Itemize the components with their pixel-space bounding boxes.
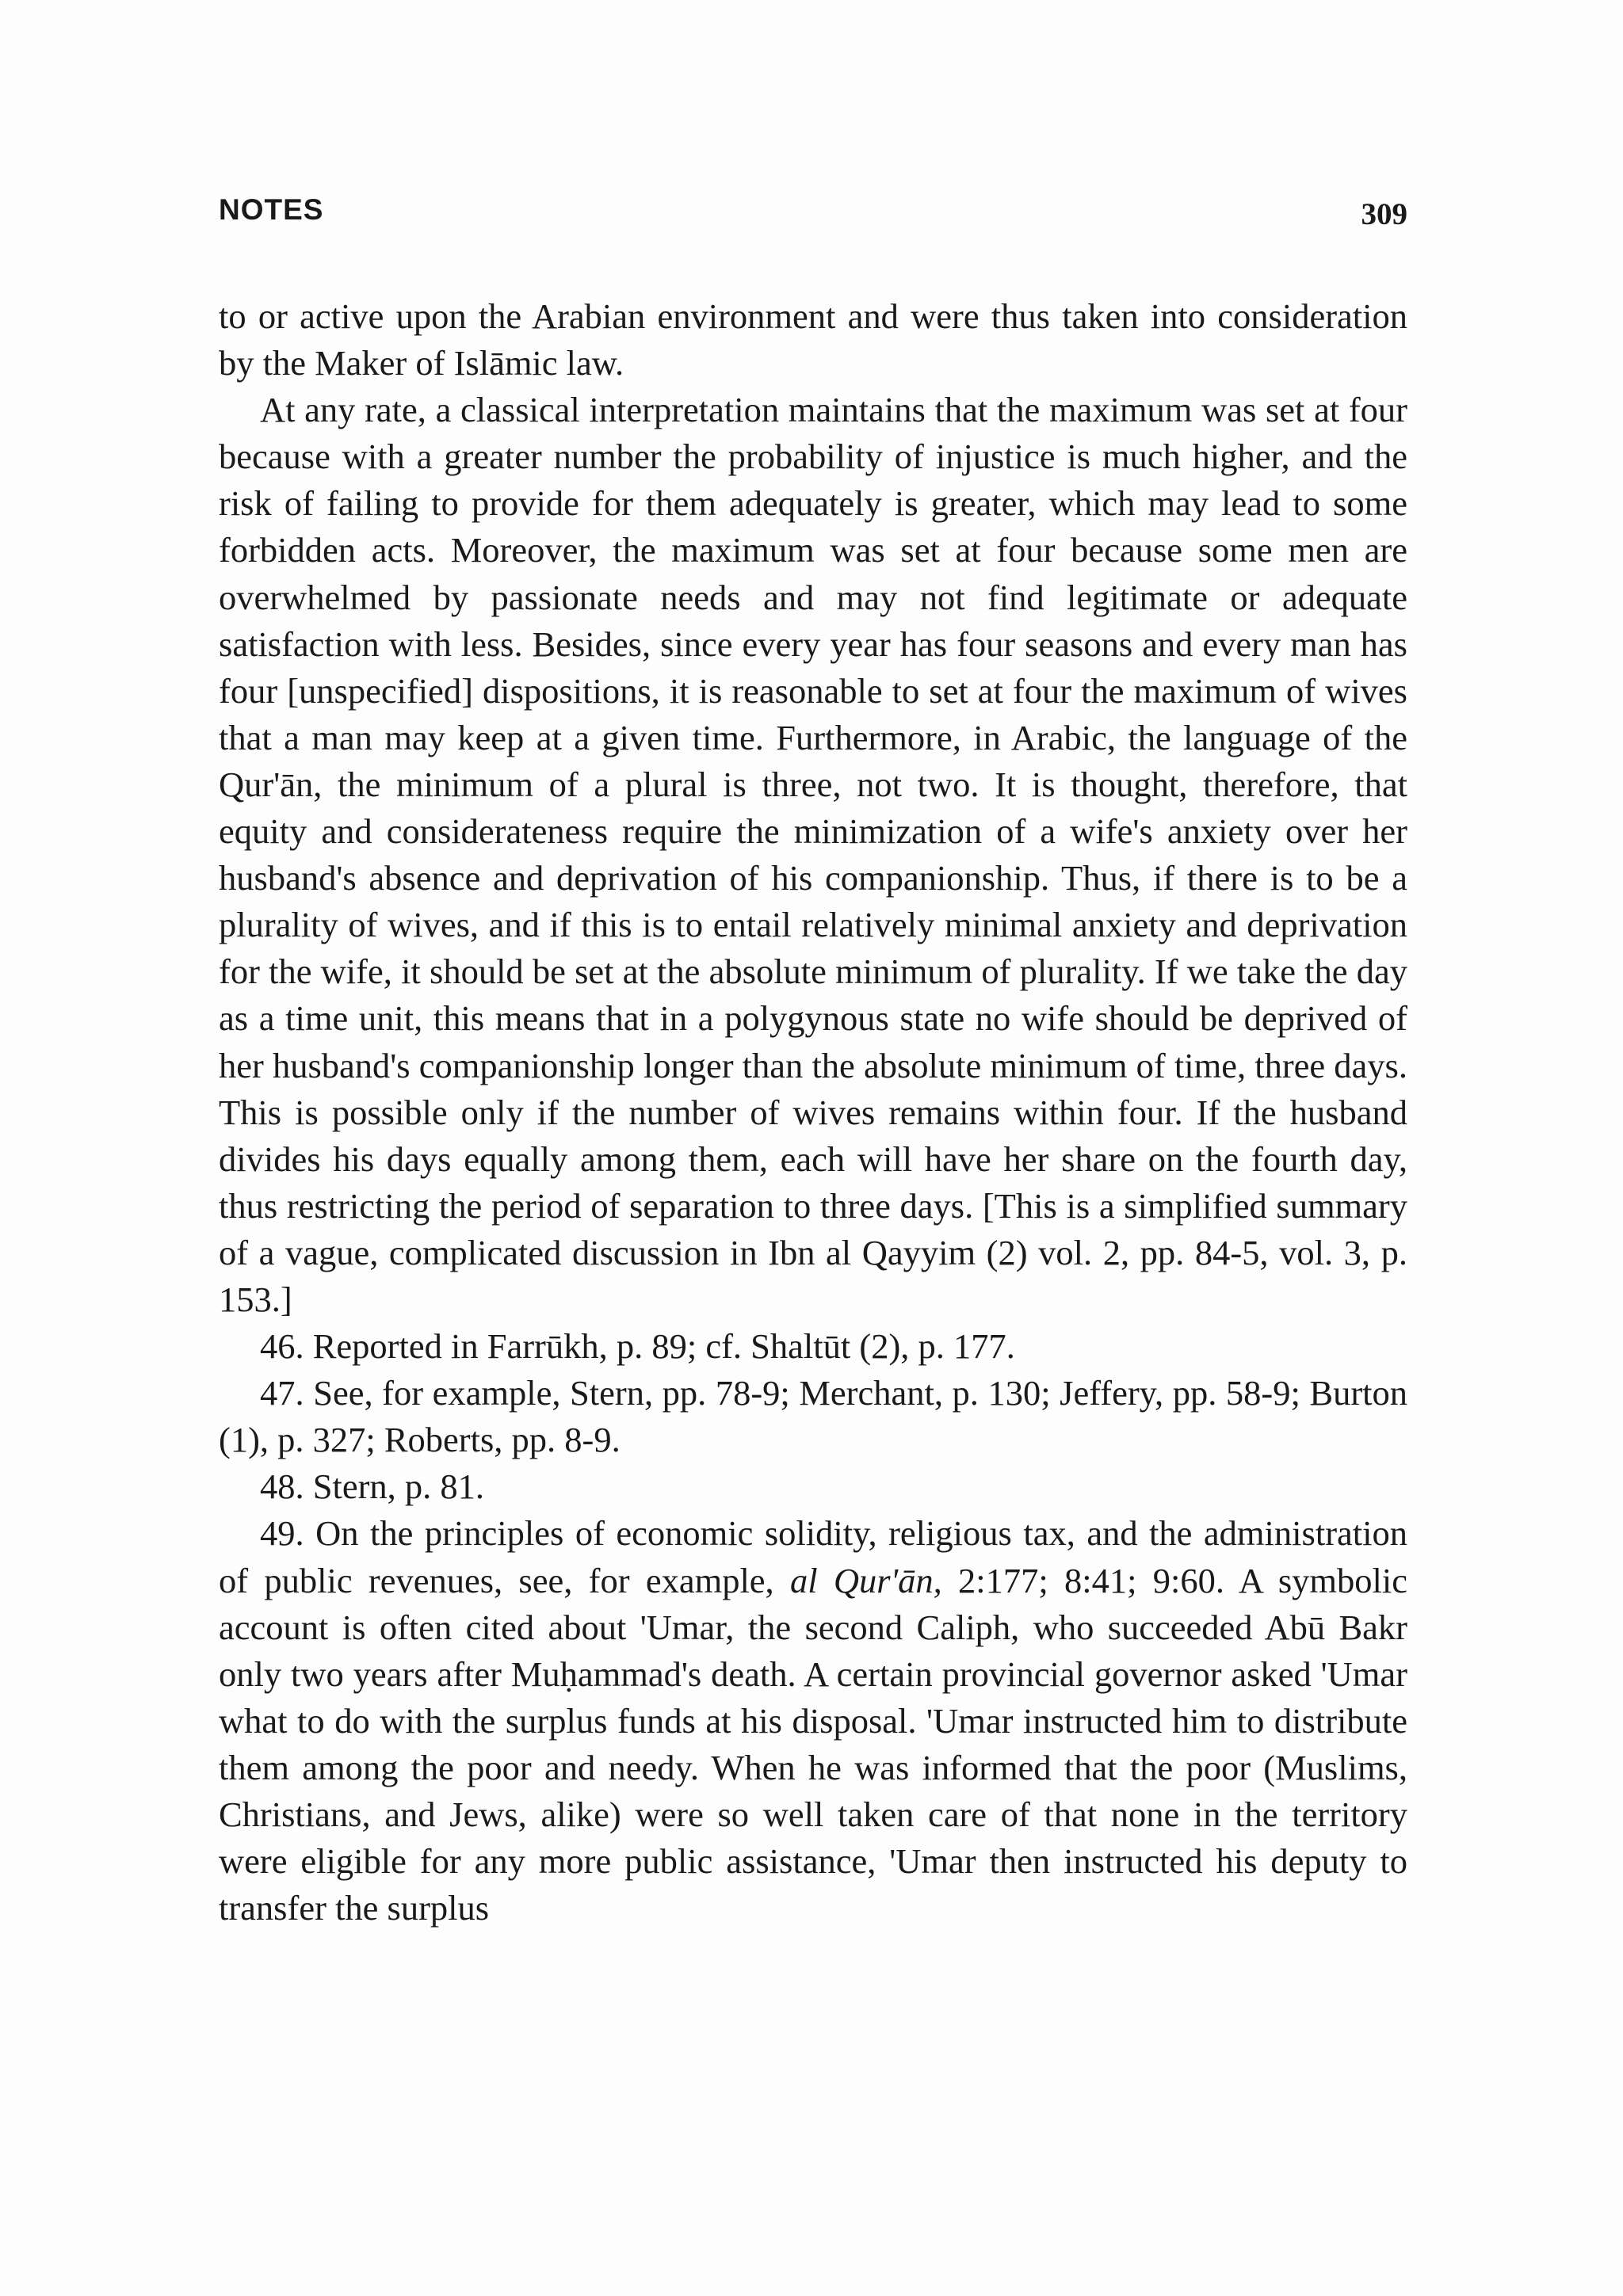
running-head xyxy=(219,193,1407,233)
paragraph-continuation: to or active upon the Arabian environment and were thus taken into consideration by the Maker of Islāmic law. xyxy=(219,296,1407,383)
note-48: 48. Stern, p. 81. xyxy=(260,1466,485,1507)
note-49-text-after: 2:177; 8:41; 9:60. A symbolic account is often cited about 'Umar, the second Caliph, who succeeded Abū Bakr only two years after Muḥammad's death. A certain provincial governor asked 'Umar what to do with the surplus funds at his disposal. 'Umar instructed him to distribute them among the poor and needy. When he was informed that the poor (Muslims, Christians, and Jews, alike) were so well taken care of that none in the territory were eligible for any more public assistance, 'Umar then instructed his deputy to transfer the surplus xyxy=(219,1560,1407,1928)
paragraph-classical-interpretation: At any rate, a classical interpretation maintains that the maximum was set at four because with a greater number the probability of injustice is much higher, and the risk of failing to provide for them adequately is greater, which may lead to some forbidden acts. Moreover, the maximum was set at four because some men are overwhelmed by passionate needs and may not find legitimate or adequate satisfaction with less. Besides, since every year has four seasons and every man has four [unspecified] dispositions, it is reasonable to set at four the maximum of wives that a man may keep at a given time. Furthermore, in Arabic, the language of the Qur'ān, the minimum of a plural is three, not two. It is thought, therefore, that equity and considerateness require the minimization of a wife's anxiety over her husband's absence and deprivation of his companionship. Thus, if there is to be a plurality of wives, and if this is to entail relatively minimal anxiety and deprivation for the wife, it should be set at the absolute minimum of plurality. If we take the day as a time unit, this means that in a polygynous state no wife should be deprived of her husband's companionship longer than the absolute minimum of time, three days. This is possible only if the number of wives remains within four. If the husband divides his days equally among them, each will have her share on the fourth day, thus restricting the period of separation to three days. [This is a simplified summary of a vague, complicated discussion in Ibn al Qayyim (2) vol. 2, pp. 84-5, vol. 3, p. 153.] xyxy=(219,390,1407,1319)
note-49-citation-title: al Qur'ān, xyxy=(789,1560,942,1600)
notes-body xyxy=(219,293,1407,1932)
note-47: 47. See, for example, Stern, pp. 78-9; Merchant, p. 130; Jeffery, pp. 58-9; Burton (1), p. 327; Roberts, pp. 8-9. xyxy=(219,1373,1407,1460)
running-head-title: NOTES xyxy=(219,193,324,226)
page-number: 309 xyxy=(1361,197,1407,231)
note-49 xyxy=(219,1510,1407,1932)
note-49-text-before: 49. On the principles of economic solidity, religious tax, and the administration of public revenues, see, for example, xyxy=(219,1513,1407,1600)
note-46: 46. Reported in Farrūkh, p. 89; cf. Shaltūt (2), p. 177. xyxy=(260,1326,1015,1367)
